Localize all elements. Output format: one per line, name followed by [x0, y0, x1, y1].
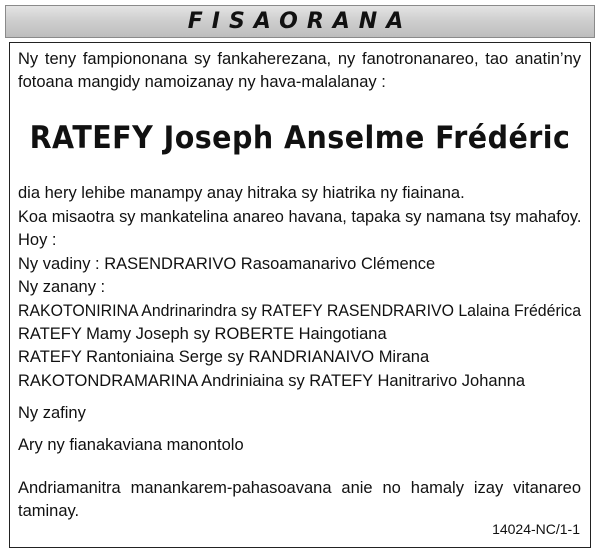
child-line: RAKOTONIRINA Andrinarindra sy RATEFY RASENDRARIVO Lalaina Frédérica: [18, 302, 582, 320]
intro-line-1: Ny teny fampiononana sy fankaherezana, ny fanotronanareo, tao anatin’ny: [18, 50, 581, 68]
deceased-name: RATEFY Joseph Anselme Frédéric: [29, 120, 571, 156]
child-line: RAKOTONDRAMARINA Andriniaina sy RATEFY Hanitrarivo Johanna: [18, 372, 526, 390]
closing-line-1: Andriamanitra manankarem-pahasoavana anie no hamaly izay vitanareo: [18, 479, 581, 497]
reference-code: 14024-NC/1-1: [492, 521, 580, 537]
child-line: RATEFY Rantoniaina Serge sy RANDRIANAIVO Mirana: [18, 348, 430, 366]
closing-line-2: taminay.: [18, 502, 80, 520]
body-line-2: Koa misaotra sy mankatelina anareo havana, tapaka sy namana tsy mahafoy.: [18, 208, 582, 226]
header-band: [5, 5, 595, 38]
intro-line-2: fotoana mangidy namoizanay ny hava-malalanay :: [18, 73, 386, 91]
body-line-1: dia hery lehibe manampy anay hitraka sy hiatrika ny fiainana.: [18, 184, 465, 202]
spouse-line: Ny vadiny : RASENDRARIVO Rasoamanarivo Clémence: [18, 255, 436, 273]
children-label: Ny zanany :: [18, 278, 106, 296]
hoy-label: Hoy :: [18, 231, 57, 249]
family-line: Ary ny fianakaviana manontolo: [18, 436, 244, 454]
child-line: RATEFY Mamy Joseph sy ROBERTE Haingotiana: [18, 325, 387, 343]
notice-title: FISAORANA: [187, 9, 413, 34]
grandchildren-line: Ny zafiny: [18, 404, 86, 422]
